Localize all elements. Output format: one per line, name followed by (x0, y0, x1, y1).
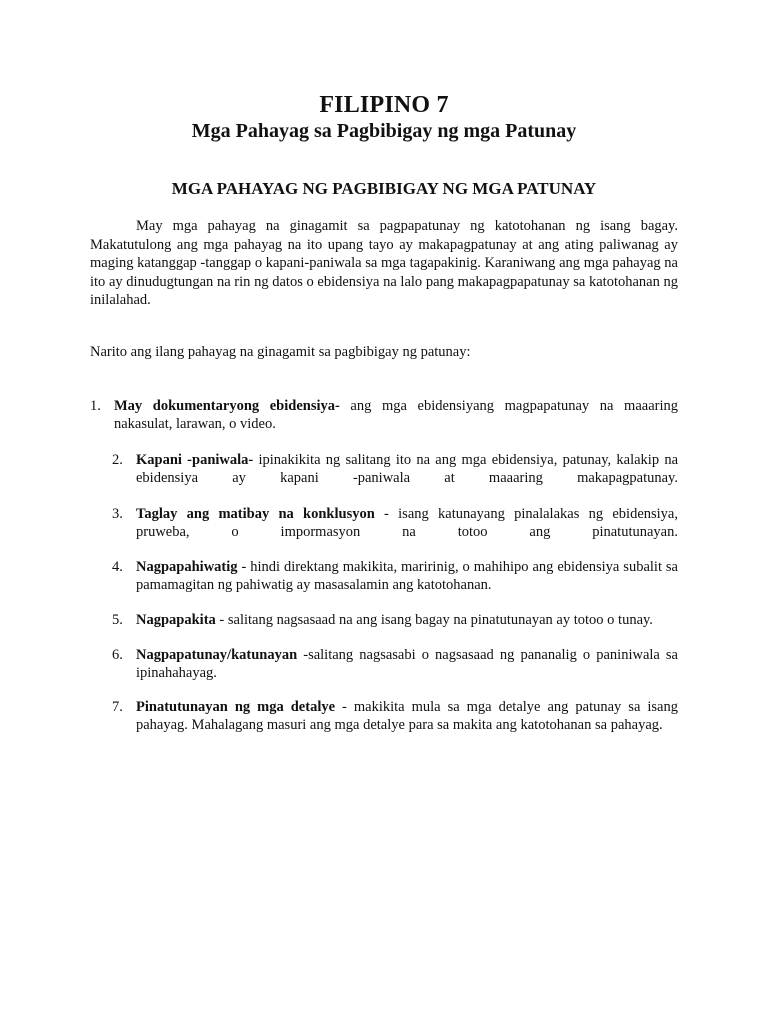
list-item (112, 646, 678, 683)
list-item-term: Pinatutunayan ng mga detalye (136, 699, 336, 715)
list-lead-paragraph: Narito ang ilang pahayag na ginagamit sa pagbibigay ng patunay: (90, 344, 471, 360)
list-item-description: ang mga ebidensiyang magpapatunay na maaaring nakasulat, larawan, o video. (114, 398, 678, 433)
list-item-term: Kapani -paniwala- (136, 452, 254, 468)
list-item-body (112, 505, 678, 542)
list-item-term: May dokumentaryong ebidensiya- (114, 398, 340, 414)
list-item (112, 451, 678, 488)
list-item (112, 505, 678, 542)
document-title: FILIPINO 7 (319, 92, 449, 118)
list-item-description: ipinakikita ng salitang ito na ang mga ebidensiya, patunay, kalakip na ebidensiya ay kapani -paniwala at maaaring makapagpatunay. (136, 452, 679, 487)
list-item-body (112, 558, 678, 595)
document-subtitle: Mga Pahayag sa Pagbibigay ng mga Patunay (191, 120, 577, 142)
list-item-number: 2. (112, 452, 123, 468)
intro-paragraph: May mga pahayag na ginagamit sa pagpapatunay ng katotohanan ng isang bagay. Makatutulong ang mga pahayag na ito upang tayo ay makapagpatunay at ang ating paliwanag ay maging katanggap -tanggap o kapani-paniwala sa mga tagapakinig. Karaniwang ang mga pahayag na ito ay dinudugtungan na rin ng datos o ebidensiya na lalo pang makapagpapatunay sa katotohanan ng inilalahad. (90, 218, 678, 309)
list-item-number: 3. (112, 506, 123, 522)
list-item-number: 6. (112, 647, 123, 663)
list-item-description: -salitang nagsasabi o nagsasaad ng pananalig o paniniwala sa ipinahahayag. (136, 647, 678, 682)
list-item (112, 611, 678, 629)
list-item (112, 558, 678, 595)
list-item-description: - hindi direktang makikita, maririnig, o mahihipo ang ebidensiya subalit sa pamamagitan ng pahiwatig ay masasalamin ang katotohanan. (136, 559, 678, 594)
list-item-body (112, 451, 678, 488)
list-item-term: Nagpapahiwatig (136, 559, 238, 575)
list-item-description: - salitang nagsasaad na ang isang bagay na pinatutunayan ay totoo o tunay. (215, 612, 653, 628)
list-item (112, 698, 678, 735)
list-item-description: - isang katunayang pinalalakas ng ebidensiya, pruweba, o impormasyon na totoo ang pinatutunayan. (136, 506, 678, 541)
list-item-term: Nagpapatunay/katunayan (136, 647, 298, 663)
list-item-term: Nagpapakita (136, 612, 216, 628)
list-item-body (112, 698, 678, 735)
list-item-number: 4. (112, 559, 123, 575)
list-item-body (90, 397, 678, 434)
list-item-body (112, 611, 678, 629)
list-item-body (112, 646, 678, 683)
list-item-number: 5. (112, 612, 123, 628)
list-item-number: 7. (112, 699, 123, 715)
section-heading: MGA PAHAYAG NG PAGBIBIGAY NG MGA PATUNAY (171, 179, 597, 198)
list-item (90, 397, 678, 434)
list-item-number: 1. (90, 398, 101, 414)
list-item-description: - makikita mula sa mga detalye ang patunay sa isang pahayag. Mahalagang masuri ang mga detalye para sa makita ang katotohanan sa pahayag. (136, 699, 678, 734)
list-item-term: Taglay ang matibay na konklusyon (136, 506, 375, 522)
